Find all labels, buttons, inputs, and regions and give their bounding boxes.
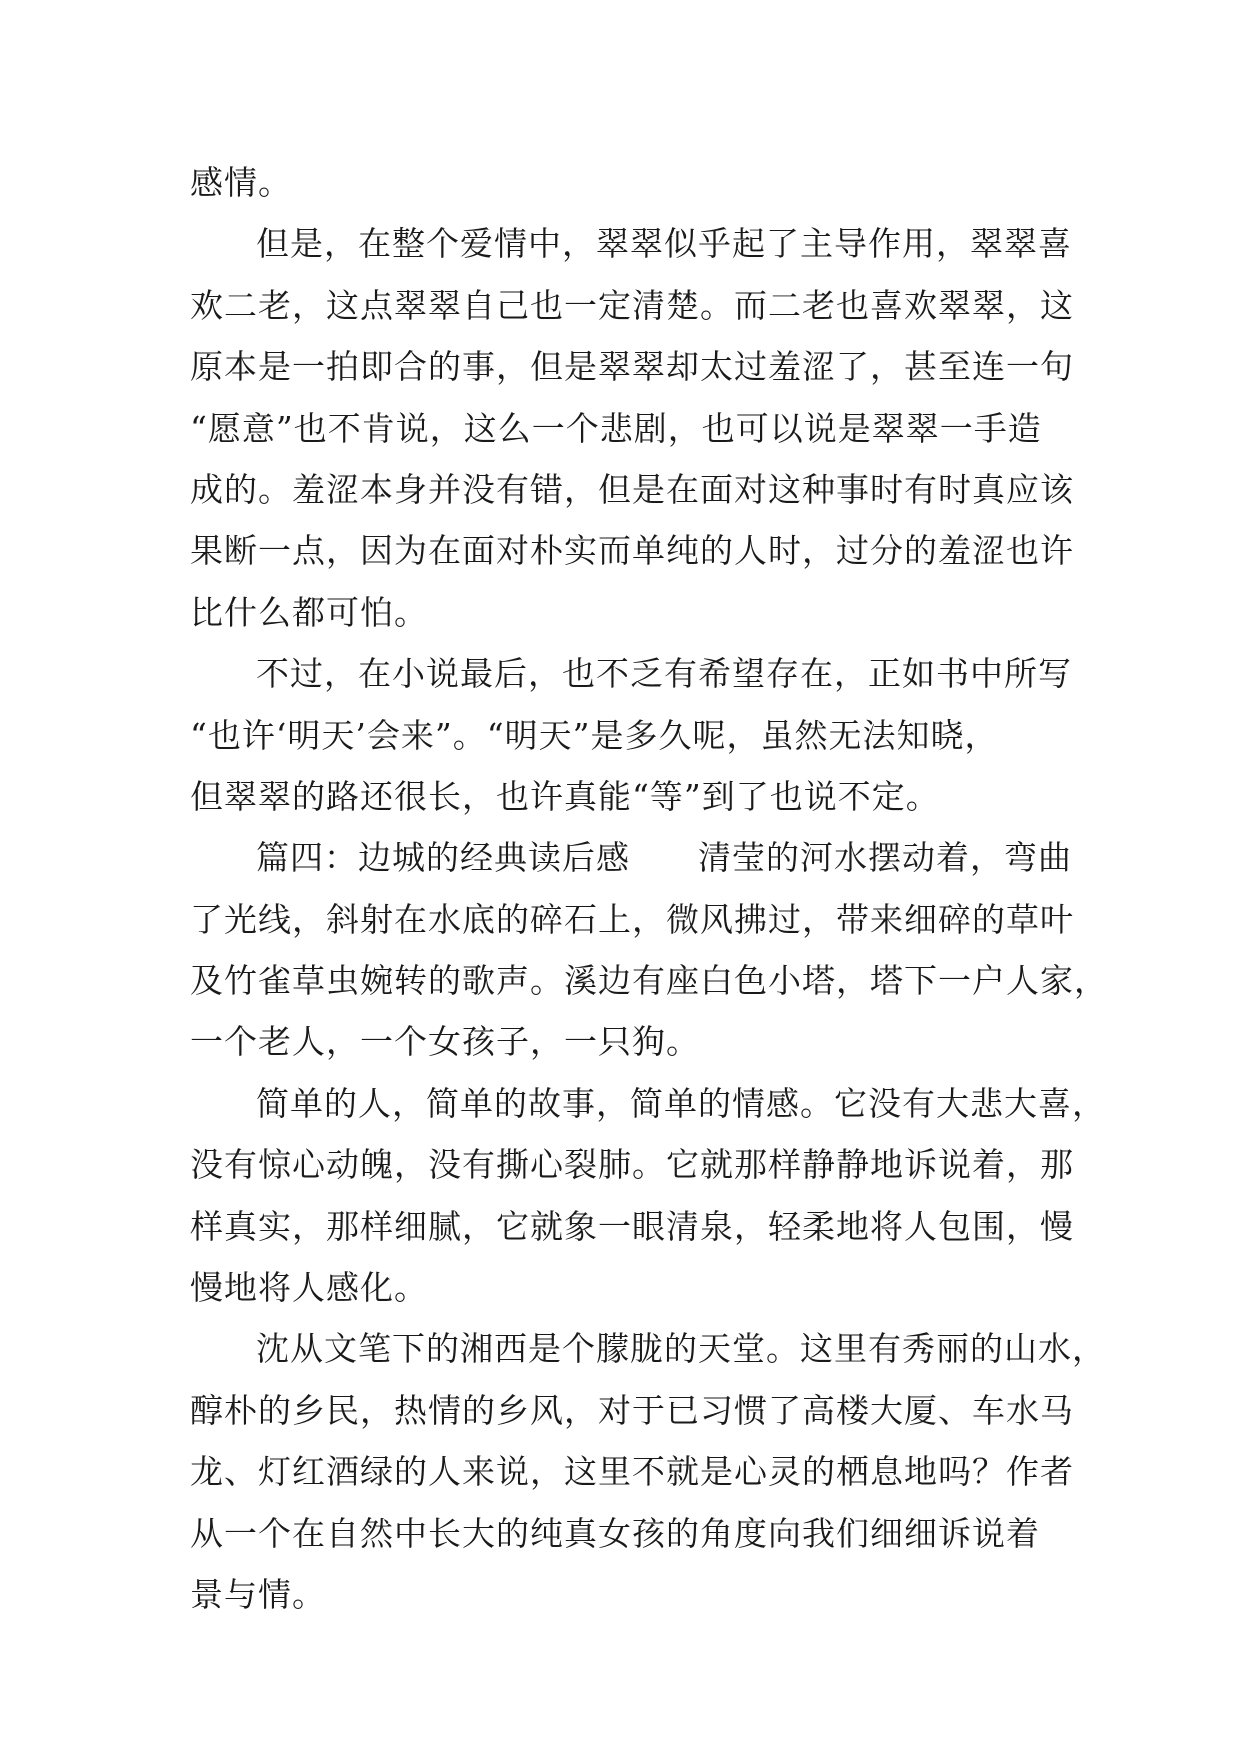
text-line: 感情。 (190, 163, 292, 202)
text-line: 一个老人，一个女孩子，一只狗。 (190, 1022, 700, 1062)
text-line: “愿意”也不肯说，这么一个悲剧，也可以说是翠翠一手造 (190, 408, 1042, 448)
text-line: 醇朴的乡民，热情的乡风，对于已习惯了高楼大厦、车水马 (190, 1390, 1074, 1430)
text-line: 沈从文笔下的湘西是个朦胧的天堂。这里有秀丽的山水， (256, 1329, 1106, 1369)
text-line: 但是，在整个爱情中，翠翠似乎起了主导作用，翠翠喜 (256, 224, 1072, 264)
text-line: 果断一点，因为在面对朴实而单纯的人时，过分的羞涩也许 (190, 531, 1074, 571)
text-line: 从一个在自然中长大的纯真女孩的角度向我们细细诉说着 (190, 1513, 1040, 1553)
body-text (190, 152, 1108, 1625)
text-line: 简单的人，简单的故事，简单的情感。它没有大悲大喜， (256, 1083, 1106, 1123)
text-line: “也许‘明天’会来”。“明天”是多久呢，虽然无法知晓， (190, 715, 999, 755)
text-line: 及竹雀草虫婉转的歌声。溪边有座白色小塔，塔下一户人家， (190, 961, 1108, 1001)
text-line: 龙、灯红酒绿的人来说，这里不就是心灵的栖息地吗？作者 (190, 1452, 1074, 1492)
text-line: 没有惊心动魄，没有撕心裂肺。它就那样静静地诉说着，那 (190, 1145, 1074, 1185)
text-line: 了光线，斜射在水底的碎石上，微风拂过，带来细碎的草叶 (190, 899, 1074, 939)
text-line: 比什么都可怕。 (190, 592, 428, 632)
text-line: 篇四：边城的经典读后感 清莹的河水摆动着，弯曲 (256, 838, 1072, 878)
text-line: 原本是一拍即合的事，但是翠翠却太过羞涩了，甚至连一句 (190, 347, 1074, 387)
text-line: 但翠翠的路还很长，也许真能“等”到了也说不定。 (190, 776, 940, 816)
text-line: 样真实，那样细腻，它就象一眼清泉，轻柔地将人包围，慢 (190, 1206, 1074, 1246)
text-line: 欢二老，这点翠翠自己也一定清楚。而二老也喜欢翠翠，这 (190, 285, 1074, 325)
text-line: 景与情。 (190, 1574, 326, 1614)
text-line: 成的。羞涩本身并没有错，但是在面对这种事时有时真应该 (190, 469, 1074, 509)
text-line: 不过，在小说最后，也不乏有希望存在，正如书中所写 (256, 654, 1072, 694)
text-line: 慢地将人感化。 (190, 1268, 428, 1308)
